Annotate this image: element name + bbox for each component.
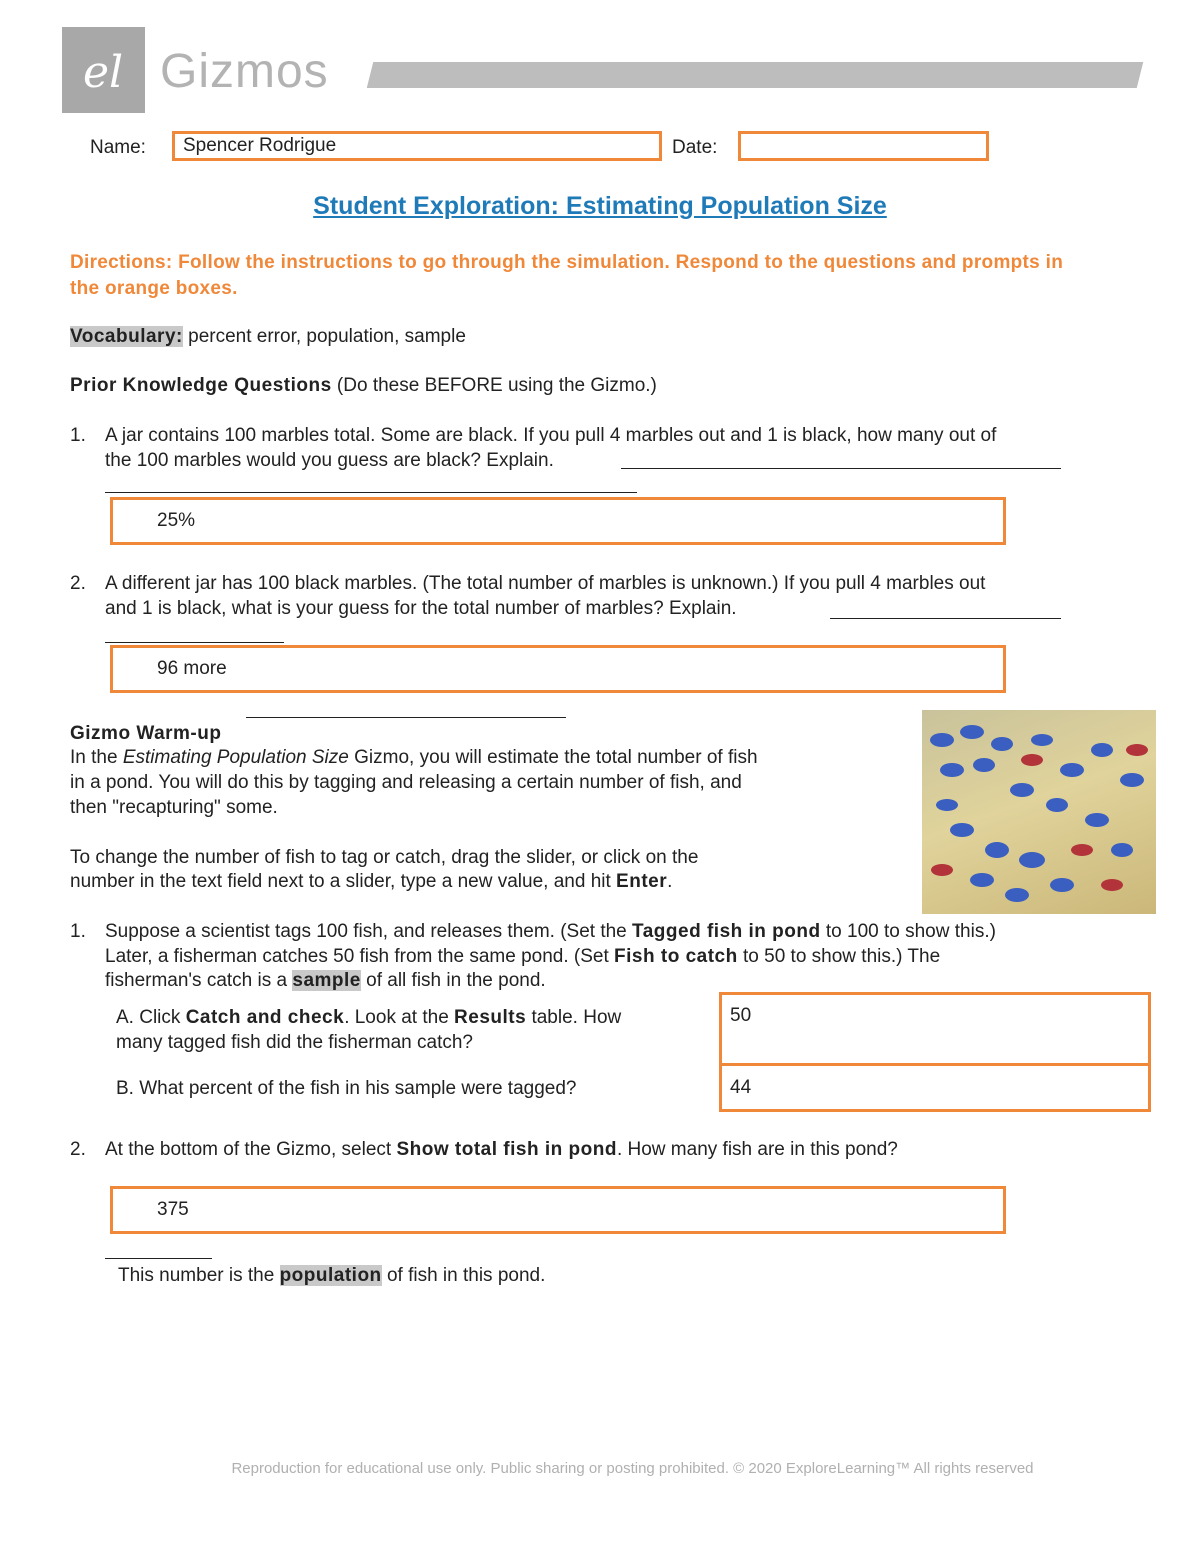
warmup-p1-pre: In the [70, 747, 123, 768]
warmup-q2-note-post: of fish in this pond. [381, 1265, 546, 1286]
logo-badge [62, 27, 145, 113]
name-label: Name: [90, 137, 146, 158]
warmup-q1-line2 [105, 944, 940, 969]
directions: Directions: Follow the instructions to go through the simulation. Respond to the questions and prompts in the orange boxes. [70, 252, 1064, 299]
warmup-q1b-text: B. What percent of the fish in his sample were tagged? [116, 1078, 577, 1099]
warmup-q1a-answer[interactable] [719, 992, 1151, 1066]
separator-line [246, 697, 566, 718]
warmup-q1a-post: table. How [526, 1007, 622, 1028]
warmup-p1-line2: in a pond. You will do this by tagging and releasing a certain number of fish, and [70, 772, 742, 793]
warmup-q2-note-bold: population [279, 1265, 382, 1286]
warmup-q1-l2-bold: Fish to catch [614, 946, 738, 967]
warmup-q1-l2-post: to 50 to show this.) The [737, 946, 941, 967]
prior-q1-blank-2 [105, 472, 637, 493]
prior-heading: Prior Knowledge Questions [70, 375, 332, 396]
warmup-p2-line1: To change the number of fish to tag or catch, drag the slider, or click on the [70, 847, 699, 868]
prior-q2-number: 2. [70, 573, 86, 594]
explorelearning-logo-icon [62, 27, 145, 113]
prior-q1-number: 1. [70, 425, 86, 446]
warmup-q1-line3 [105, 968, 546, 993]
warmup-q1-l1-post: to 100 to show this.) [820, 921, 996, 942]
vocabulary-label: Vocabulary: [70, 326, 183, 347]
warmup-p2-pre: number in the text field next to a slider, type a new value, and hit [70, 871, 617, 892]
prior-q1-blank [621, 446, 1061, 469]
warmup-p1-gizmo-name: Estimating Population Size [122, 747, 349, 768]
warmup-q1-l3-pre: fisherman's catch is a [105, 970, 293, 991]
warmup-q1-number: 1. [70, 921, 86, 942]
warmup-q1b-answer[interactable] [719, 1063, 1151, 1112]
warmup-p1-line1 [70, 745, 758, 770]
warmup-q2-blank [105, 1238, 212, 1259]
prior-q2-line1: A different jar has 100 black marbles. (The total number of marbles is unknown.) If you pull 4 marbles out [105, 573, 986, 594]
warmup-q2-post: . How many fish are in this pond? [616, 1139, 898, 1160]
warmup-p1-line3: then "recapturing" some. [70, 797, 278, 818]
prior-q1-answer[interactable]: 25% [110, 497, 1006, 545]
prior-q1-line2: the 100 marbles would you guess are black? Explain. [105, 450, 554, 471]
warmup-q2-answer[interactable]: 375 [110, 1186, 1006, 1234]
warmup-q2-note-pre: This number is the [118, 1265, 280, 1286]
fish-school-icon [922, 710, 1156, 914]
warmup-q1-l3-post: of all fish in the pond. [360, 970, 546, 991]
warmup-p2-enter: Enter [616, 871, 668, 892]
warmup-q2-note [118, 1263, 545, 1288]
vocabulary [70, 324, 466, 349]
warmup-q1b-answer-text: 44 [730, 1077, 752, 1098]
prior-q1-line1: A jar contains 100 marbles total. Some are black. If you pull 4 marbles out and 1 is black, how many out of [105, 425, 997, 446]
prior-knowledge-heading [70, 373, 657, 398]
warmup-q2-pre: At the bottom of the Gizmo, select [105, 1139, 397, 1160]
prior-note: (Do these BEFORE using the Gizmo.) [331, 375, 657, 396]
gizmo-fish-image [922, 710, 1156, 914]
warmup-q2-text [105, 1137, 898, 1162]
warmup-q1-l3-bold: sample [292, 970, 361, 991]
footer-copyright: Reproduction for educational use only. Public sharing or posting prohibited. © 2020 ExploreLearning™ All rights reserved [231, 1460, 1034, 1477]
warmup-q1a-mid: . Look at the [344, 1007, 455, 1028]
warmup-q1a-pre: A. Click [116, 1007, 186, 1028]
warmup-q1-l1-pre: Suppose a scientist tags 100 fish, and releases them. (Set the [105, 921, 633, 942]
date-field[interactable] [738, 131, 989, 161]
warmup-p1-post: Gizmo, you will estimate the total number of fish [348, 747, 758, 768]
warmup-q1-l2-pre: Later, a fisherman catches 50 fish from the same pond. (Set [105, 946, 615, 967]
logo-wordmark: Gizmos [160, 45, 329, 98]
name-field[interactable]: Spencer Rodrigue [172, 131, 662, 161]
date-label: Date: [672, 137, 718, 158]
warmup-q1a-line2: many tagged fish did the fisherman catch? [116, 1032, 473, 1053]
warmup-q2-bold: Show total fish in pond [396, 1139, 617, 1160]
warmup-p2-line2 [70, 869, 672, 894]
warmup-q1a-answer-text: 50 [730, 1005, 752, 1026]
vocabulary-terms: percent error, population, sample [182, 326, 466, 347]
prior-q2-answer[interactable]: 96 more [110, 645, 1006, 693]
svg-text:el: el [82, 47, 124, 98]
warmup-heading: Gizmo Warm-up [70, 723, 222, 744]
prior-q2-line2: and 1 is black, what is your guess for the total number of marbles? Explain. [105, 598, 737, 619]
warmup-q1a-bold1: Catch and check [185, 1007, 345, 1028]
warmup-q1a-bold2: Results [454, 1007, 527, 1028]
page-title: Student Exploration: Estimating Population Size [313, 192, 887, 220]
prior-q2-blank-2 [105, 622, 284, 643]
header-bar [367, 62, 1143, 88]
warmup-q2-number: 2. [70, 1139, 86, 1160]
warmup-q1-l1-bold: Tagged fish in pond [632, 921, 821, 942]
warmup-q1a-line1 [116, 1005, 621, 1030]
prior-q2-blank [830, 596, 1061, 619]
warmup-p2-post: . [667, 871, 673, 892]
warmup-q1-line1 [105, 919, 996, 944]
